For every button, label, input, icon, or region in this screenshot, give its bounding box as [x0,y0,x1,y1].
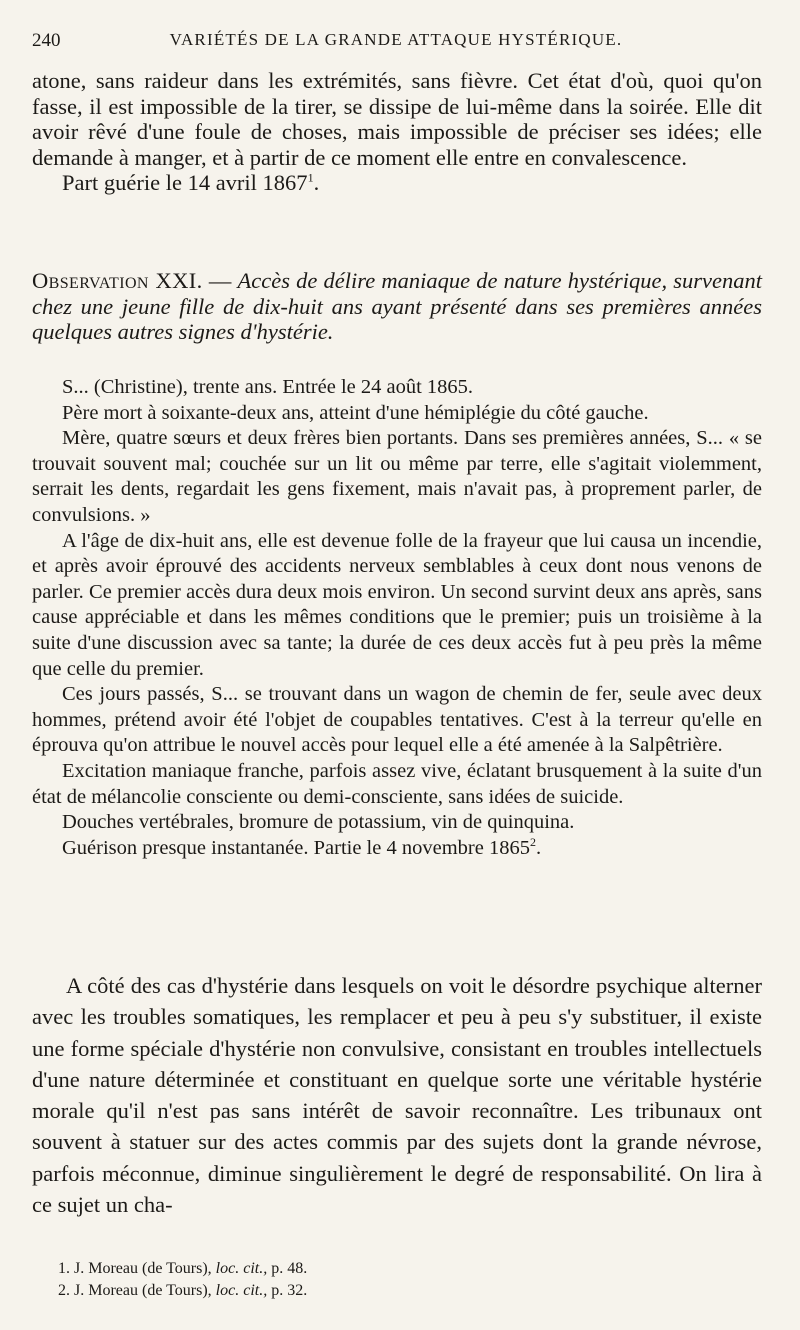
case-paragraph: S... (Christine), trente ans. Entrée le 24 août 1865. [62,376,474,398]
footnote-author: J. Moreau (de Tours), [74,1282,212,1299]
footnote-ref-1: 1 [307,170,314,185]
case-paragraph: Ces jours passés, S... se trouvant dans un wagon de chemin de fer, seule avec deux hommes, prétend avoir été l'objet de coupables tentatives. C'est à la terreur qu'elle en éprouva qu'on attribue le nouvel accès pour lequel elle a été amenée à la Salpêtrière. [32,683,762,757]
main-text [32,970,762,1220]
footnotes [58,1258,307,1302]
case-paragraph: Excitation maniaque franche, parfois assez vive, éclatant brusquement à la suite d'un état de mélancolie consciente ou demi-consciente, sans idées de suicide. [32,759,762,808]
observation-title: Accès de délire maniaque de nature hystérique, survenant chez une jeune fille de dix-huit ans ayant présenté dans ses premières années quelques autres signes d'hystérie. [32,268,763,345]
footnote-ref-2: 2 [529,834,536,849]
case-paragraph: Père mort à soixante-deux ans, atteint d'une hémiplégie du côté gauche. [62,401,649,424]
footnote-ref: loc. cit., [215,1282,268,1299]
case-discharge-text: Guérison presque instantanée. Partie le 4 novembre 1865 [62,836,530,859]
case-conclusion [32,68,762,196]
discharge-text: Part guérie le 14 avril 1867 [62,170,308,196]
case-paragraph: Douches vertébrales, bromure de potassium, vin de quinquina. [62,811,575,834]
page-number: 240 [32,30,61,51]
case-paragraph-discharge [32,836,762,862]
footnote-ref: loc. cit., [215,1260,268,1277]
case-discharge-period: . [535,836,542,859]
footnote-number: 1. [58,1260,70,1277]
paragraph-recovery-description: atone, sans raideur dans les extrémités, sans fièvre. Cet état d'où, quoi qu'on fasse, il est impossible de la tirer, se dissipe de lui-même dans la soirée. Elle dit avoir rêvé d'une foule de choses, mais impossible de préciser ses idées; elle demande à manger, et à partir de ce moment elle entre en convalescence. [32,68,762,170]
main-paragraph: A côté des cas d'hystérie dans lesquels on voit le désordre psychique alterner avec les troubles somatiques, les remplacer et peu à peu s'y substituer, il existe une forme spéciale d'hystérie non convulsive, consistant en troubles intellectuels d'une nature déterminée et constituant en quelque sorte une véritable hystérie morale qu'il n'est pas sans intérêt de savoir reconnaître. Les tribunaux ont souvent à statuer sur des actes commis par des sujets dont la grande névrose, parfois méconnue, diminue singulièrement le degré de responsabilité. On lira à ce sujet un cha- [32,973,762,1218]
paragraph-discharge [32,170,762,196]
observation-heading-line [32,268,762,345]
footnote-page: p. 32. [271,1282,308,1299]
observation-label: Observation XXI. [32,268,203,293]
observation-dash: — [202,268,238,293]
observation-heading [32,268,762,345]
running-title: VARIÉTÉS DE LA GRANDE ATTAQUE HYSTÉRIQUE. [169,30,623,49]
footnote-number: 2. [58,1282,70,1299]
case-paragraph: A l'âge de dix-huit ans, elle est devenue folle de la frayeur que lui causa un incendie, et après avoir éprouvé des accidents nerveux semblables à ceux dont nous venons de parler. Ce premier accès dura deux mois environ. Un second survint deux ans après, sans cause appréciable et dans les mêmes conditions que le premier; puis un troisième à la suite d'une discussion avec sa tante; la durée de ces deux accès fut à peu près la même que celle du premier. [32,529,762,680]
footnote-page: p. 48. [271,1260,308,1277]
footnote-1 [58,1258,307,1280]
case-paragraph: Mère, quatre sœurs et deux frères bien portants. Dans ses premières années, S... « se trouvait souvent mal; couchée sur un lit ou même par terre, elle s'agitait violemment, serrait les dents, regardait les gens fixement, mais n'avait pas, à proprement parler, de convulsions. » [32,427,762,526]
page-header [32,30,760,58]
case-report [32,375,762,861]
discharge-period: . [313,170,320,196]
footnote-2 [58,1280,307,1302]
footnote-author: J. Moreau (de Tours), [74,1260,212,1277]
